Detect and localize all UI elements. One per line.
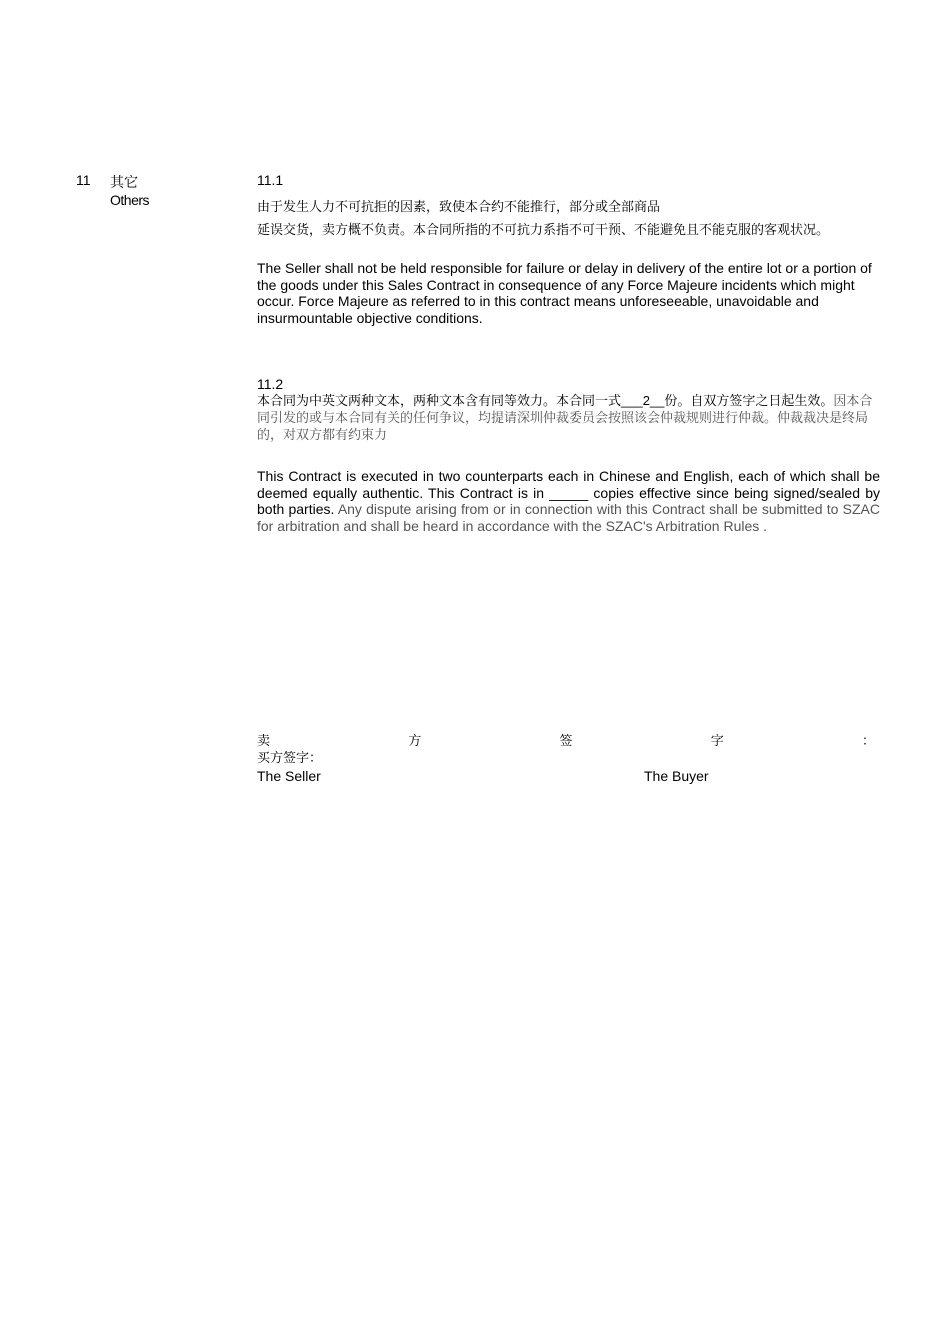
- clause-11-2-cn: [257, 392, 880, 444]
- clause-11-2-en-part1: This Contract is executed in two counterparts each in Chinese and English, each of which shall be deemed equally authentic. This Contract is in _____ copies effective since being signed/sealed by both parties.: [257, 468, 880, 517]
- seller-sig-char: 方: [408, 734, 422, 749]
- clause-11-2-cn-part2: 份。自双方签字之日起生效。: [664, 394, 834, 409]
- clause-11-2-cn-part3: 因本合同引发的或与本合同有关的任何争议，均提请深圳仲裁委员会按照该会仲裁规则进行仲裁。仲裁裁决是终局的，对双方都有约束力: [257, 394, 873, 443]
- seller-sig-char: 签: [559, 734, 573, 749]
- clause-11-1-cn-line2: 延误交货，卖方概不负责。本合同所指的不可抗力系指不可干预、不能避免且不能克服的客观状况。: [257, 223, 830, 238]
- clause-11-1-en: The Seller shall not be held responsible for failure or delay in delivery of the entire lot or a portion of the goods under this Sales Contract in consequence of any Force Majeure incidents which might occur. Force Majeure as referred to in this contract means unforeseeable, unavoidable and insurmountable objective conditions.: [257, 260, 872, 326]
- clause-11-2-en-part2: Any dispute arising from or in connection with this Contract shall be submitted to SZAC for arbitration and shall be heard in accordance with the SZAC's Arbitration Rules .: [257, 501, 880, 534]
- clause-11-2-copies: ___2__: [621, 393, 665, 408]
- buyer-label-en: The Buyer: [644, 768, 709, 784]
- section-number: 11: [76, 172, 91, 188]
- clause-11-1-number: 11.1: [257, 172, 284, 188]
- seller-sig-char: 卖: [257, 734, 271, 749]
- seller-sig-char: 字: [710, 734, 724, 749]
- clause-11-2-cn-part1: 本合同为中英文两种文本，两种文本含有同等效力。本合同一式: [257, 394, 622, 409]
- buyer-signature-label-cn: 买方签字：: [257, 751, 323, 766]
- seller-label-en: The Seller: [257, 768, 321, 784]
- seller-signature-label-cn: [257, 730, 875, 749]
- clause-11-2-en: [257, 468, 880, 534]
- clause-11-1-cn-line1: 由于发生人力不可抗拒的因素，致使本合约不能推行，部分或全部商品: [257, 200, 661, 215]
- seller-sig-char: ：: [861, 734, 875, 749]
- clause-11-2-number: 11.2: [257, 376, 284, 392]
- section-title-en: Others: [110, 192, 150, 208]
- section-title-cn: 其它: [110, 175, 138, 191]
